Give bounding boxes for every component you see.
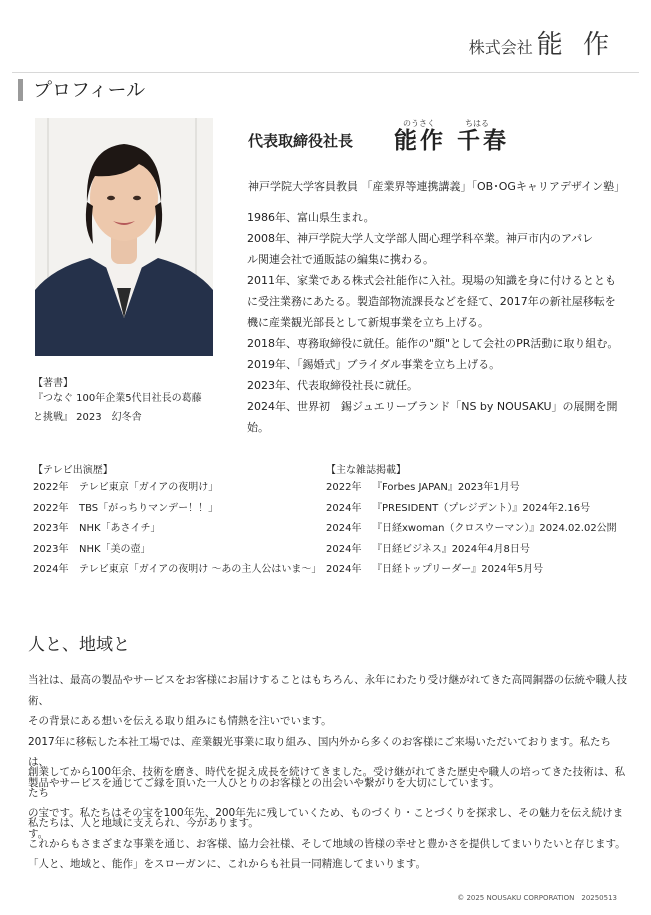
book-line: 『つなぐ 100年企業5代目社長の葛藤 — [33, 393, 202, 404]
bio-line: 2023年、代表取締役社長に就任。 — [247, 379, 418, 392]
paragraph-line: 創業してから100年余、技術を磨き、時代を捉え成長を続けてきました。受け継がれてきた歴史や職人の培ってきた技術は、私たち — [28, 766, 626, 799]
list-item — [33, 499, 321, 520]
list-item-text: 『PRESIDENT（プレジデント）』2024年2.16号 — [372, 502, 591, 514]
book-line: と挑戦』 2023 幻冬舎 — [33, 412, 142, 423]
president-photo — [35, 118, 213, 356]
name-ruby-given: ちはる — [465, 119, 489, 128]
bio-line: 機に産業観光部長として新規事業を立ち上げる。 — [247, 316, 489, 329]
bio-line: 2024年、世界初 錫ジュエリーブランド「NS by NOUSAKU」の展開を開始。 — [247, 400, 618, 434]
list-item — [326, 478, 617, 499]
bio-line: 2011年、家業である株式会社能作に入社。現場の知識を身に付けるととも — [247, 274, 616, 287]
list-item — [326, 499, 617, 520]
list-item-year: 2024年 — [326, 502, 362, 514]
list-item-year: 2024年 — [33, 564, 69, 575]
list-item — [326, 519, 617, 540]
paragraph-line: の宝です。私たちはその宝を100年先、200年先に残していくため、ものづくり・ことづくりを探求し、その魅力を伝え続けます。 — [28, 807, 624, 840]
list-item-year: 2022年 — [326, 482, 362, 493]
lecturer-title: 神戸学院大学客員教員 「産業界等連携講義」「OB･OGキャリアデザイン塾」 — [248, 180, 626, 193]
list-item-text: テレビ東京「ガイアの夜明け」 — [79, 482, 219, 493]
company-name: 能 作 — [536, 30, 615, 60]
book-heading: 【著書】 — [33, 378, 73, 389]
community-title: 人と、地域と — [28, 635, 130, 655]
name-ruby-family: のうさく — [403, 119, 435, 128]
paragraph-line: その背景にある想いを伝える取り組みにも情熱を注いでいます。 — [28, 715, 332, 727]
bio-line: に受注業務にあたる。製造部物流課長などを経て、2017年の新社屋移転を — [247, 295, 616, 308]
bio-line: ル関連会社で通販誌の編集に携わる。 — [247, 253, 434, 266]
list-item-text: NHK「あさイチ」 — [79, 523, 161, 534]
biography — [247, 207, 627, 438]
paragraph-line: 2017年に移転した本社工場では、産業観光事業に取り組み、国内外から多くのお客様にご来場いただいております。私たちは、 — [28, 735, 612, 768]
list-item-text: 『日経トップリーダー』2024年5月号 — [372, 564, 544, 575]
community-paragraph-3 — [28, 813, 628, 875]
list-item-year: 2023年 — [33, 543, 69, 555]
list-item-text: 『日経xwoman（クロスウーマン）』2024.02.02公開 — [372, 523, 617, 534]
magazine-heading: 【主な雑誌掲載】 — [326, 465, 406, 476]
bio-line: 2019年、「錫婚式」ブライダル事業を立ち上げる。 — [247, 358, 501, 371]
header-divider — [12, 72, 639, 73]
bio-line: 2018年、専務取締役に就任。能作の"顔"として会社のPR活動に取り組む。 — [247, 337, 619, 350]
list-item-year: 2024年 — [326, 543, 362, 555]
list-item-year: 2024年 — [326, 564, 362, 575]
list-item-text: 『日経ビジネス』2024年4月8日号 — [372, 543, 530, 555]
footer-copyright: © 2025 NOUSAKU CORPORATION 20250513 — [457, 894, 617, 902]
paragraph-line: 当社は、最高の製品やサービスをお客様にお届けすることはもちろん、永年にわたり受け継がれてきた高岡銅器の伝統や職人技術、 — [28, 674, 628, 707]
magazine-list — [326, 478, 617, 581]
bio-line: 1986年、富山県生まれ。 — [247, 211, 375, 224]
list-item-text: テレビ東京「ガイアの夜明け ～あの主人公はいま～」 — [79, 564, 322, 575]
list-item — [33, 540, 321, 561]
president-role: 代表取締役社長 — [248, 132, 354, 150]
paragraph-line: 製品やサービスを通じてご縁を頂いた一人ひとりのお客様との出会いや繋がりを大切にしています。 — [28, 776, 500, 789]
president-name: 能作 千春 — [394, 128, 510, 154]
list-item — [33, 560, 321, 581]
list-item — [326, 540, 617, 561]
list-item — [33, 478, 321, 499]
list-item-text: NHK「美の壺」 — [79, 543, 151, 555]
book-info — [33, 389, 233, 427]
list-item-year: 2024年 — [326, 523, 362, 534]
list-item-year: 2023年 — [33, 523, 69, 534]
bio-line: 2008年、神戸学院大学人文学部人間心理学科卒業。神戸市内のアパレ — [247, 232, 594, 245]
list-item — [326, 560, 617, 581]
paragraph-line: 私たちは、人と地域に支えられ、今があります。 — [28, 817, 259, 829]
company-prefix: 株式会社 — [468, 38, 533, 57]
list-item-year: 2022年 — [33, 482, 69, 493]
list-item-text: TBS「がっちりマンデー！！」 — [79, 502, 219, 514]
tv-heading: 【テレビ出演歴】 — [33, 465, 113, 476]
list-item-year: 2022年 — [33, 502, 69, 514]
list-item — [33, 519, 321, 540]
paragraph-line: 「人と、地域と、能作」をスローガンに、これからも社員一同精進してまいります。 — [28, 858, 426, 870]
paragraph-line: これからもさまざまな事業を通じ、お客様、協力会社様、そして地域の皆様の幸せと豊かさを提供してまいりたいと存じます。 — [28, 837, 626, 850]
company-logo — [469, 24, 615, 61]
tv-list — [33, 478, 321, 581]
list-item-text: 『Forbes JAPAN』2023年1月号 — [372, 482, 520, 493]
section-title: プロフィール — [18, 79, 145, 101]
